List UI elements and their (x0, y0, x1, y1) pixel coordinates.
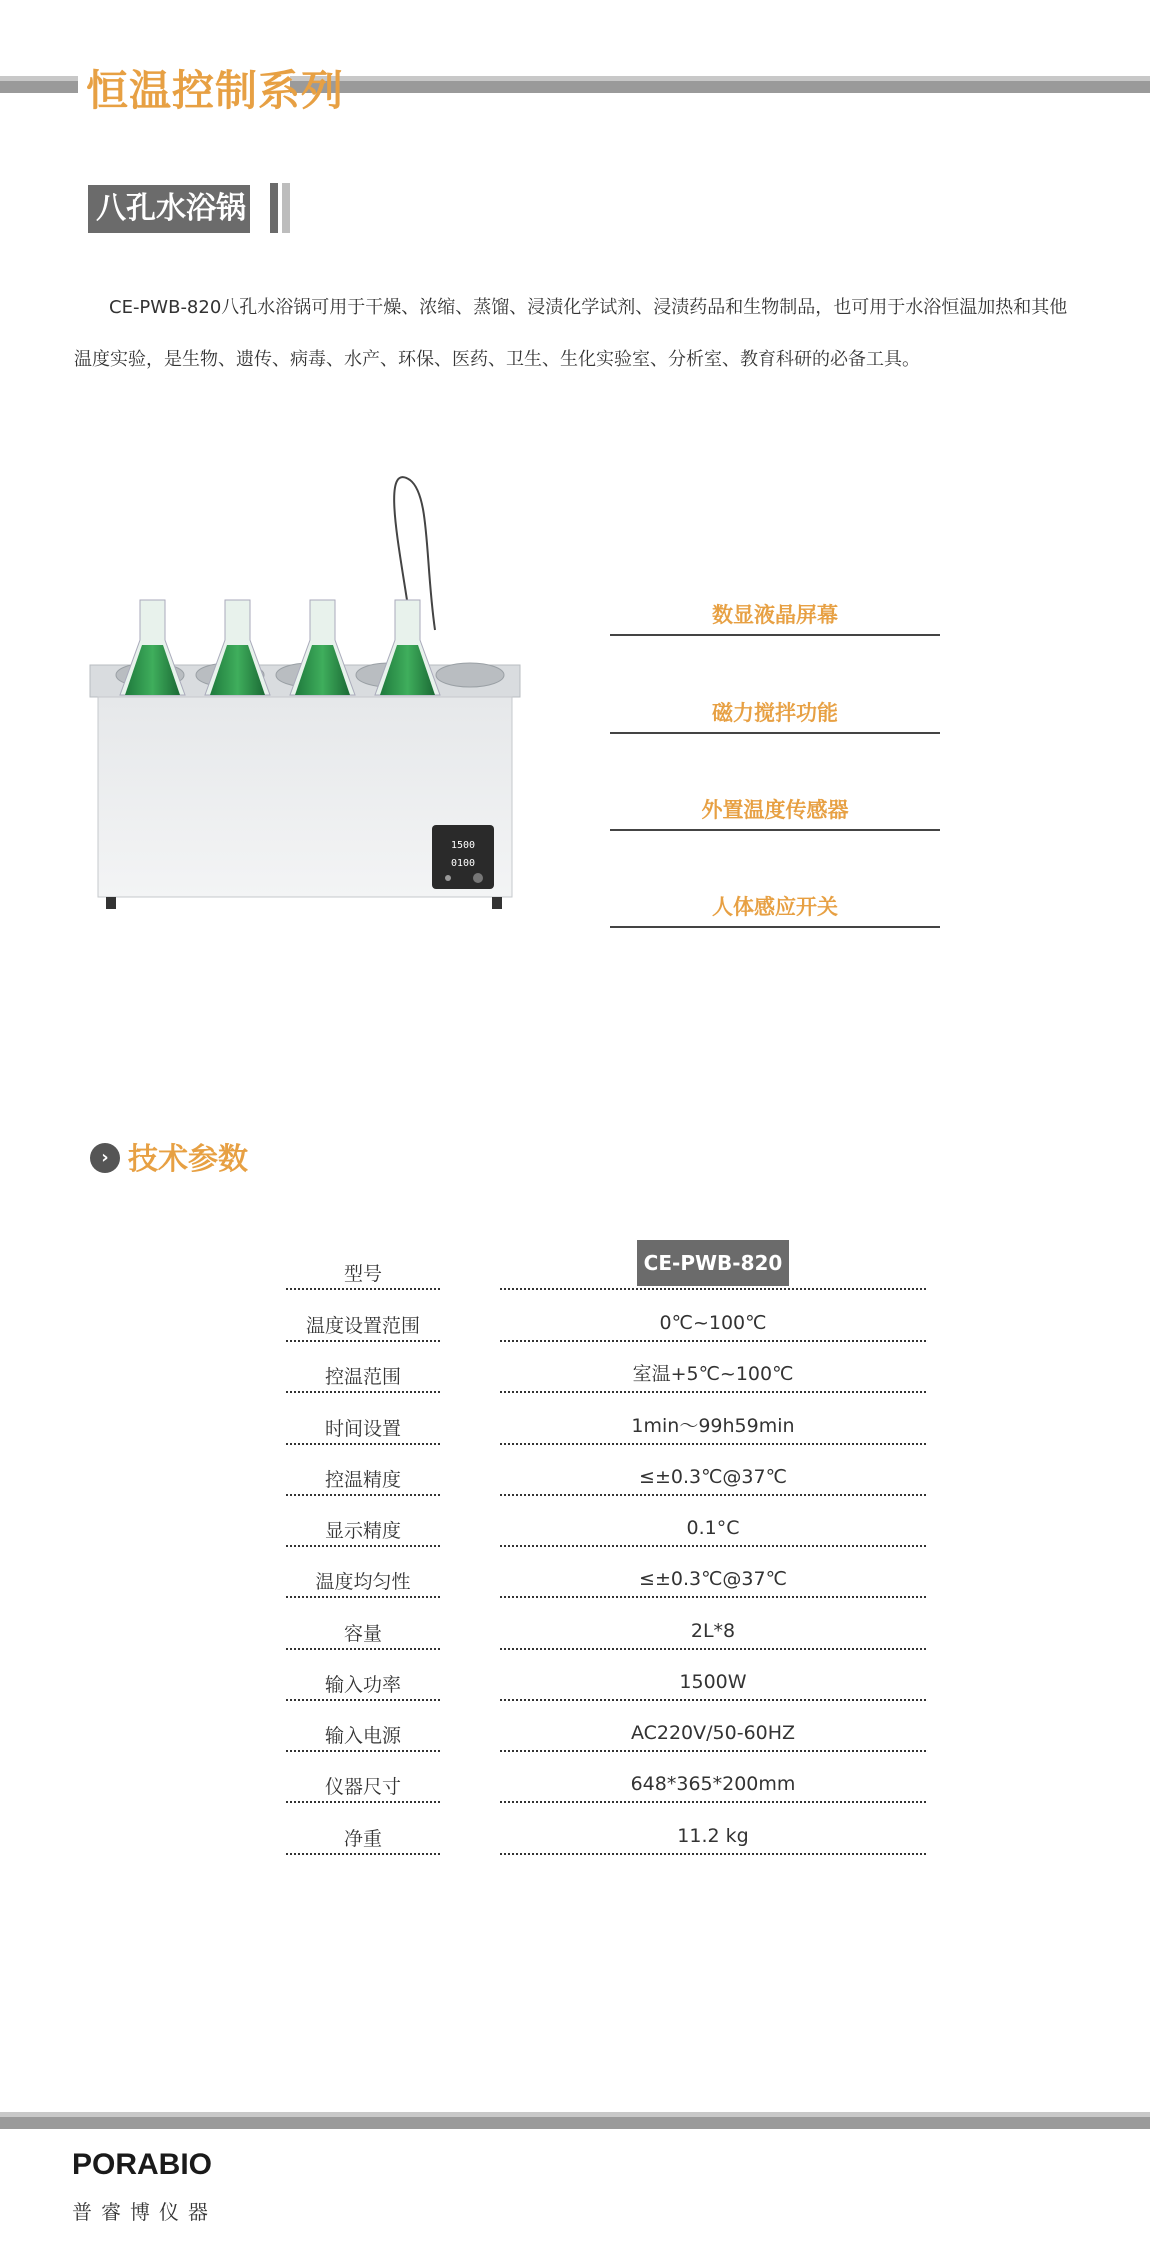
spec-label: 温度设置范围 (286, 1302, 440, 1342)
spec-value-empty (500, 1250, 926, 1290)
feature-motion-switch: 人体感应开关 (610, 888, 940, 928)
display-readout-bottom: 0100 (450, 858, 476, 869)
spec-label: 仪器尺寸 (286, 1763, 440, 1803)
spec-value: AC220V/50-60HZ (500, 1712, 926, 1752)
spec-row (0, 1353, 1150, 1393)
brand-logo: PORABIO (72, 2148, 213, 2181)
spec-row (0, 1712, 1150, 1752)
spec-row (0, 1763, 1150, 1803)
feature-lcd-screen: 数显液晶屏幕 (610, 596, 940, 636)
spec-label: 时间设置 (286, 1405, 440, 1445)
series-title: 恒温控制系列 (86, 66, 345, 115)
spec-label: 控温精度 (286, 1456, 440, 1496)
spec-value: 1min～99h59min (500, 1405, 926, 1445)
spec-value: ≤±0.3℃@37℃ (500, 1456, 926, 1496)
spec-label: 输入功率 (286, 1661, 440, 1701)
feature-external-sensor: 外置温度传感器 (610, 791, 940, 831)
model-value-box: CE-PWB-820 (637, 1240, 789, 1286)
spec-value: 0.1°C (500, 1507, 926, 1547)
display-readout-top: 1500 (450, 840, 476, 851)
product-intro: CE-PWB-820八孔水浴锅可用于干燥、浓缩、蒸馏、浸渍化学试剂、浸渍药品和生物制品，也可用于水浴恒温加热和其他温度实验，是生物、遗传、病毒、水产、环保、医药、卫生、生化实验室、分析室、教育科研的必备工具。 (74, 297, 1068, 370)
spec-label: 净重 (286, 1815, 440, 1855)
spec-row (0, 1661, 1150, 1701)
product-image (80, 470, 540, 950)
chevron-right-circle-icon: › (90, 1143, 120, 1173)
spec-value: 2L*8 (500, 1610, 926, 1650)
spec-row (0, 1558, 1150, 1598)
spec-value: 0℃~100℃ (500, 1302, 926, 1342)
spec-label: 输入电源 (286, 1712, 440, 1752)
spec-value: 11.2 kg (500, 1815, 926, 1855)
spec-row (0, 1507, 1150, 1547)
spec-value: ≤±0.3℃@37℃ (500, 1558, 926, 1598)
spec-label: 控温范围 (286, 1353, 440, 1393)
spec-value: 648*365*200mm (500, 1763, 926, 1803)
spec-row (0, 1610, 1150, 1650)
header-rule-right (290, 81, 1150, 93)
spec-row (0, 1250, 1150, 1290)
tag-bar-dark (270, 183, 278, 233)
brand-logo-cn: 普睿博仪器 (72, 2200, 217, 2224)
tag-bar-light (282, 183, 290, 233)
spec-section-title: 技术参数 (128, 1142, 248, 1177)
spec-row (0, 1815, 1150, 1855)
footer-rule (0, 2117, 1150, 2129)
product-name-tag: 八孔水浴锅 (88, 185, 250, 233)
spec-row (0, 1456, 1150, 1496)
spec-row (0, 1302, 1150, 1342)
spec-label: 容量 (286, 1610, 440, 1650)
spec-row (0, 1405, 1150, 1445)
header-rule-left (0, 81, 78, 93)
feature-magnetic-stirring: 磁力搅拌功能 (610, 694, 940, 734)
spec-value: 1500W (500, 1661, 926, 1701)
spec-value: 室温+5℃~100℃ (500, 1353, 926, 1393)
spec-label: 温度均匀性 (286, 1558, 440, 1598)
spec-label: 显示精度 (286, 1507, 440, 1547)
spec-label: 型号 (286, 1250, 440, 1290)
